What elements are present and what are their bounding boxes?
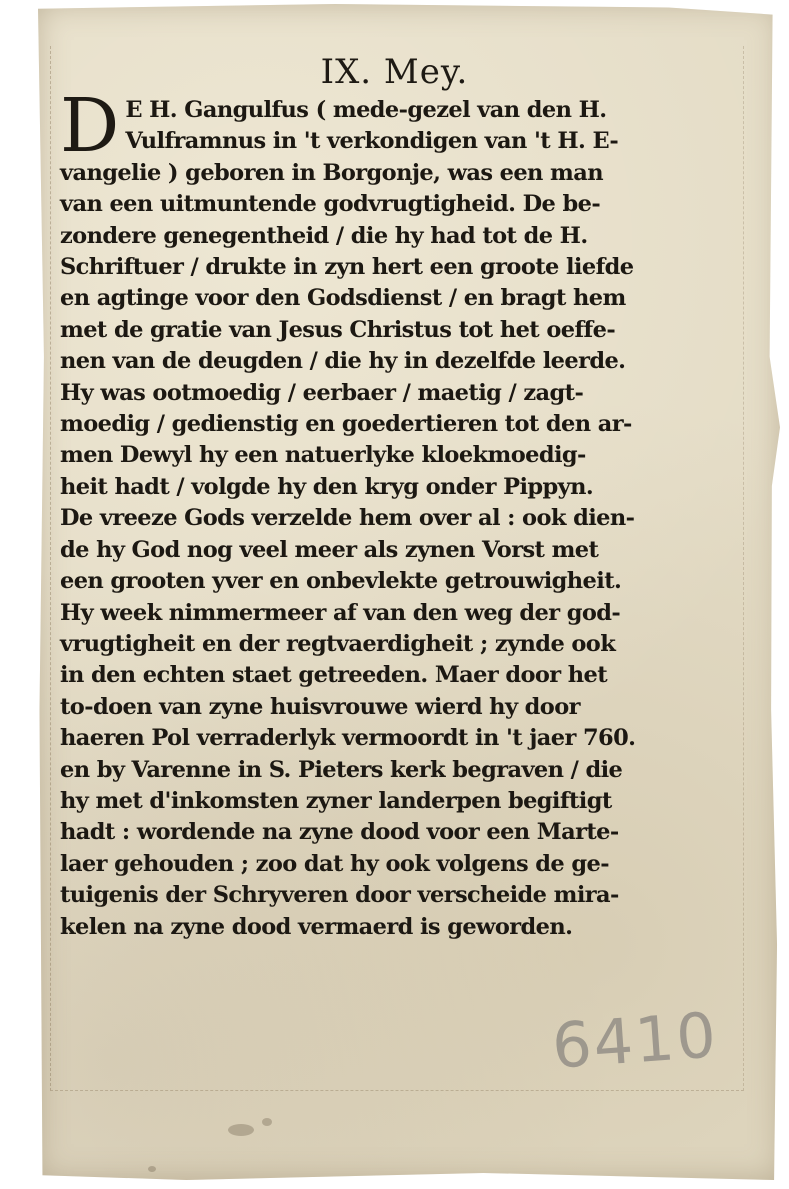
text-line: Hy week nimmermeer af van den weg der god- [60,599,621,626]
text-line: hadt : wordende na zyne dood voor een Marte- [60,819,619,846]
pencil-annotation: 6410 [549,998,721,1083]
ink-stain [228,1124,254,1136]
text-line: De vreeze Gods verzelde hem over al : ook dien- [60,505,635,532]
text-line: de hy God nog veel meer als zynen Vorst met [60,536,599,563]
text-line: van een uitmuntende godvrugtigheid. De be- [60,191,601,218]
text-line: met de gratie van Jesus Christus tot het oeffe- [60,316,616,343]
page-heading: IX. Mey. [320,52,469,92]
text-line: Schriftuer / drukte in zyn hert een groote liefde [60,254,634,281]
text-line: men Dewyl hy een natuerlyke kloekmoedig- [60,442,586,469]
text-line: en agtinge voor den Godsdienst / en bragt hem [60,285,626,312]
ink-stain [148,1166,156,1172]
text-line: Hy was ootmoedig / eerbaer / maetig / zagt- [60,379,584,406]
text-line: E H. Gangulfus ( mede-gezel van den H. [125,97,607,123]
text-line: moedig / gedienstig en goedertieren tot den ar- [60,411,632,438]
text-line: heit hadt / volgde hy den kryg onder Pippyn. [60,473,594,500]
text-line: laer gehouden ; zoo dat hy ook volgens de ge- [60,850,609,877]
text-line: vrugtigheit en der regtvaerdigheit ; zynde ook [60,630,616,657]
text-line: to-doen van zyne huisvrouwe wierd hy door [60,693,580,720]
text-line: en by Varenne in S. Pieters kerk begraven / die [60,756,623,783]
text-line: hy met d'inkomsten zyner landerpen begiftigt [60,787,612,814]
text-line: kelen na zyne dood vermaerd is geworden. [60,913,573,940]
text-line: tuigenis der Schryveren door verscheide mira- [60,882,619,909]
text-line: een grooten yver en onbevlekte getrouwigheit. [60,568,622,595]
body-text [60,83,700,943]
text-line: Vulframnus in 't verkondigen van 't H. E- [125,128,619,155]
ink-stain [262,1118,272,1126]
text-line: nen van de deugden / die hy in dezelfde leerde. [60,348,626,375]
text-line: vangelie ) geboren in Borgonje, was een man [60,159,603,186]
text-line: zondere genegentheid / die hy had tot de H. [60,222,588,249]
text-line: in den echten staet getreeden. Maer door het [60,662,608,689]
drop-cap: D [60,83,120,169]
text-line: haeren Pol verraderlyk vermoordt in 't jaer 760. [60,725,636,752]
